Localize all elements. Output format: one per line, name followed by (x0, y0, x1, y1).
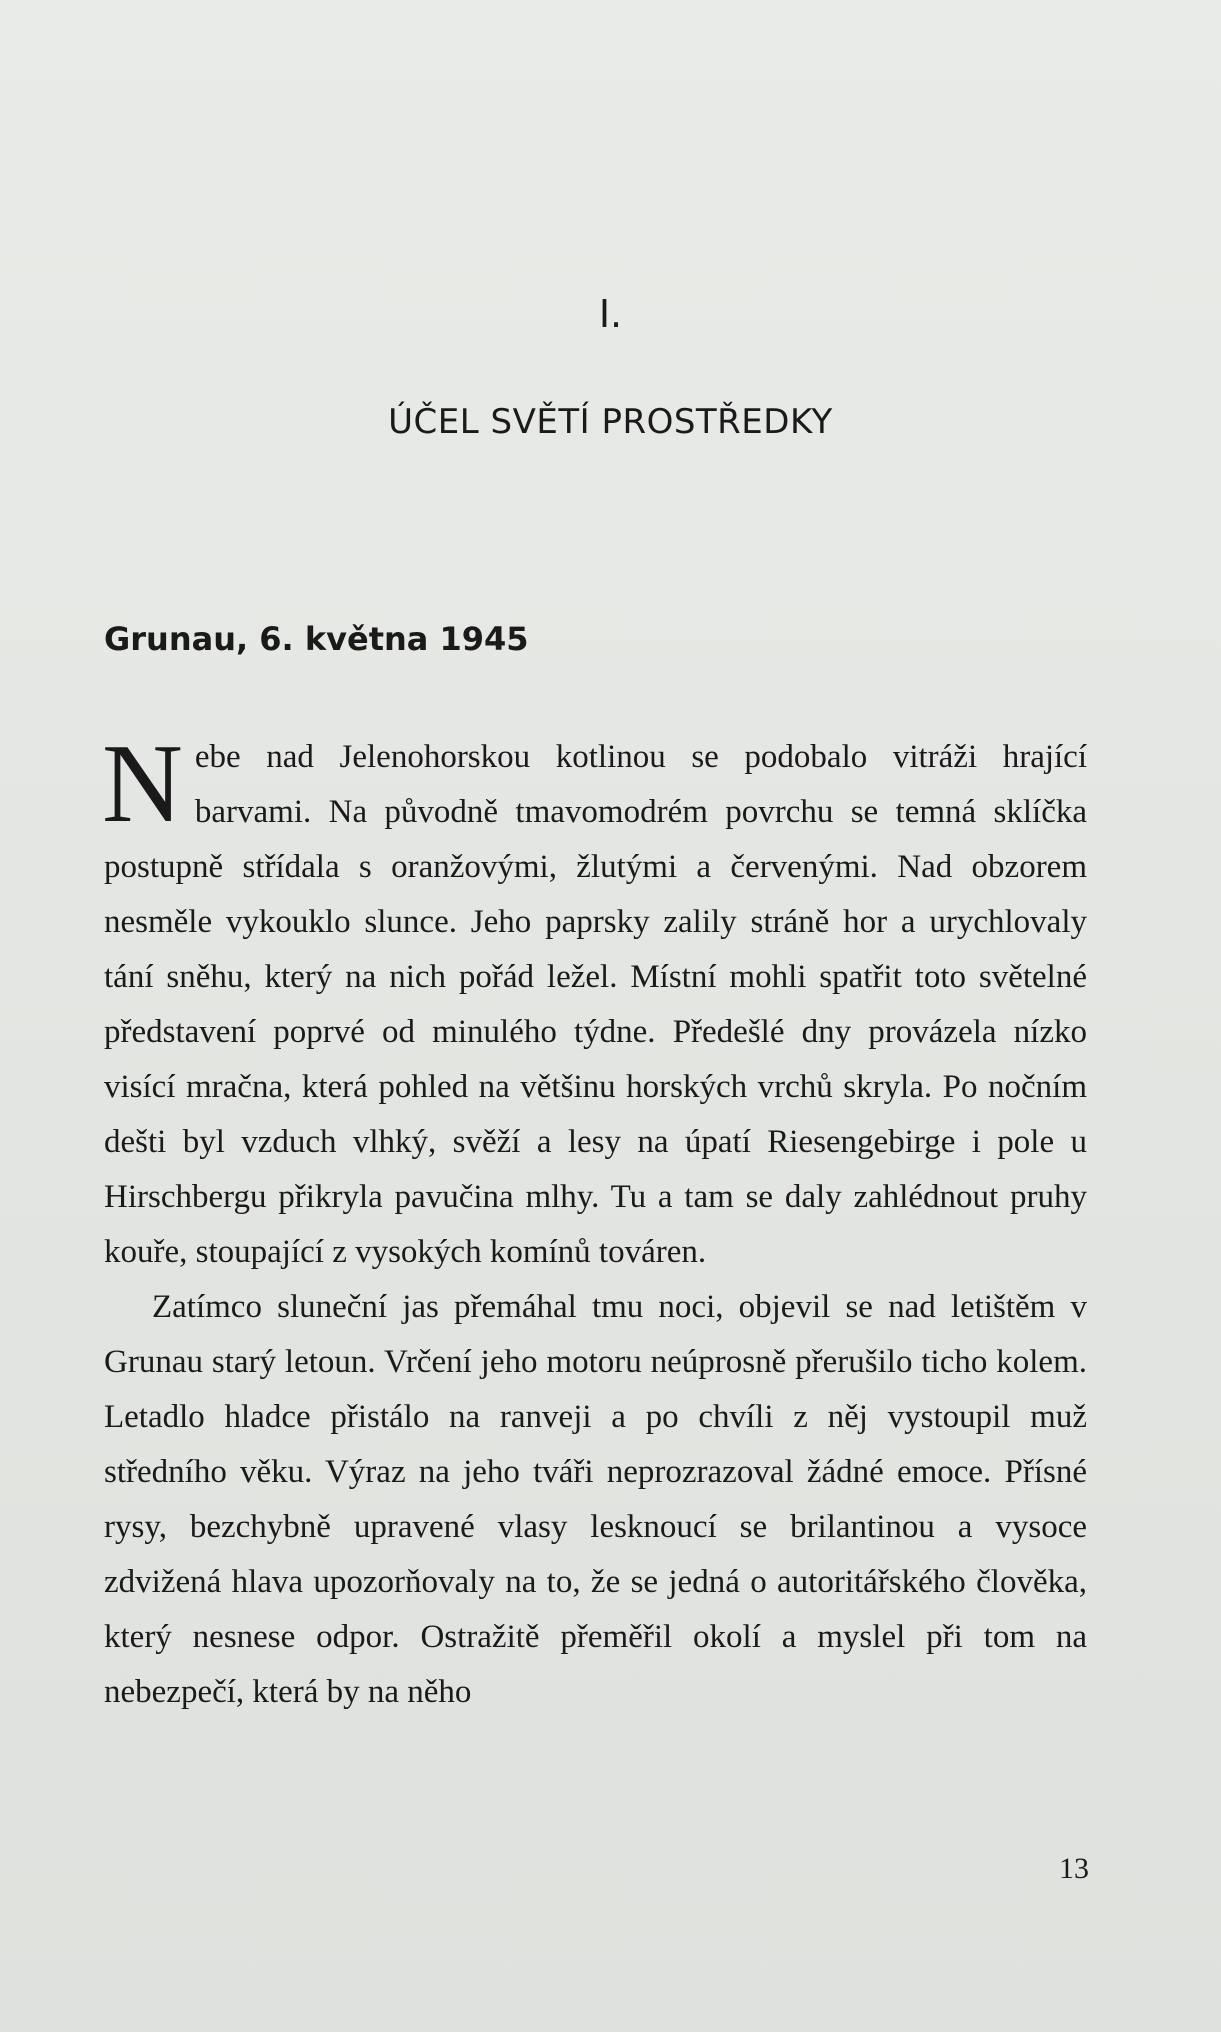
chapter-title: ÚČEL SVĚTÍ PROSTŘEDKY (388, 402, 833, 442)
paragraph-2: Zatímco sluneční jas přemáhal tmu noci, objevil se nad letištěm v Grunau starý letoun. Vrčení jeho motoru neúprosně přerušilo ticho kolem. Letadlo hladce přistálo na ranveji a po chvíli z něj vystoupil muž středního věku. Výraz na jeho tváři neprozrazoval žádné emoce. Přísné rysy, bezchybně upravené vlasy lesknoucí se brilantinou a vysoce zdvižená hlava upozorňovaly na to, že se jedná o autoritářského člověka, který nesnese odpor. Ostražitě přeměřil okolí a myslel při tom na nebezpečí, která by na něho (104, 1289, 1087, 1710)
drop-cap: N (102, 722, 183, 846)
paragraph-1-text: ebe nad Jelenohorskou kotlinou se podobalo vitráži hrající barvami. Na původně tmavomodrém povrchu se temná sklíčka postupně střídala s oranžovými, žlutými a červenými. Nad obzorem nesměle vykouklo slunce. Jeho paprsky zalily stráně hor a urychlovaly tání sněhu, který na nich pořád ležel. Místní mohli spatřit toto světelné představení poprvé od minulého týdne. Předešlé dny provázela nízko visící mračna, která pohled na většinu horských vrchů skryla. Po nočním dešti byl vzduch vlhký, svěží a lesy na úpatí Riesengebirge i pole u Hirschbergu přikryla pavučina mlhy. Tu a tam se daly zahlédnout pruhy kouře, stoupající z vysokých komínů továren. (104, 739, 1087, 1270)
chapter-number: I. (598, 292, 623, 336)
body-text (102, 722, 1087, 1720)
paragraph-1 (102, 722, 1087, 1280)
section-heading-place-date: Grunau, 6. května 1945 (104, 620, 529, 658)
page-number: 13 (1059, 1852, 1089, 1885)
